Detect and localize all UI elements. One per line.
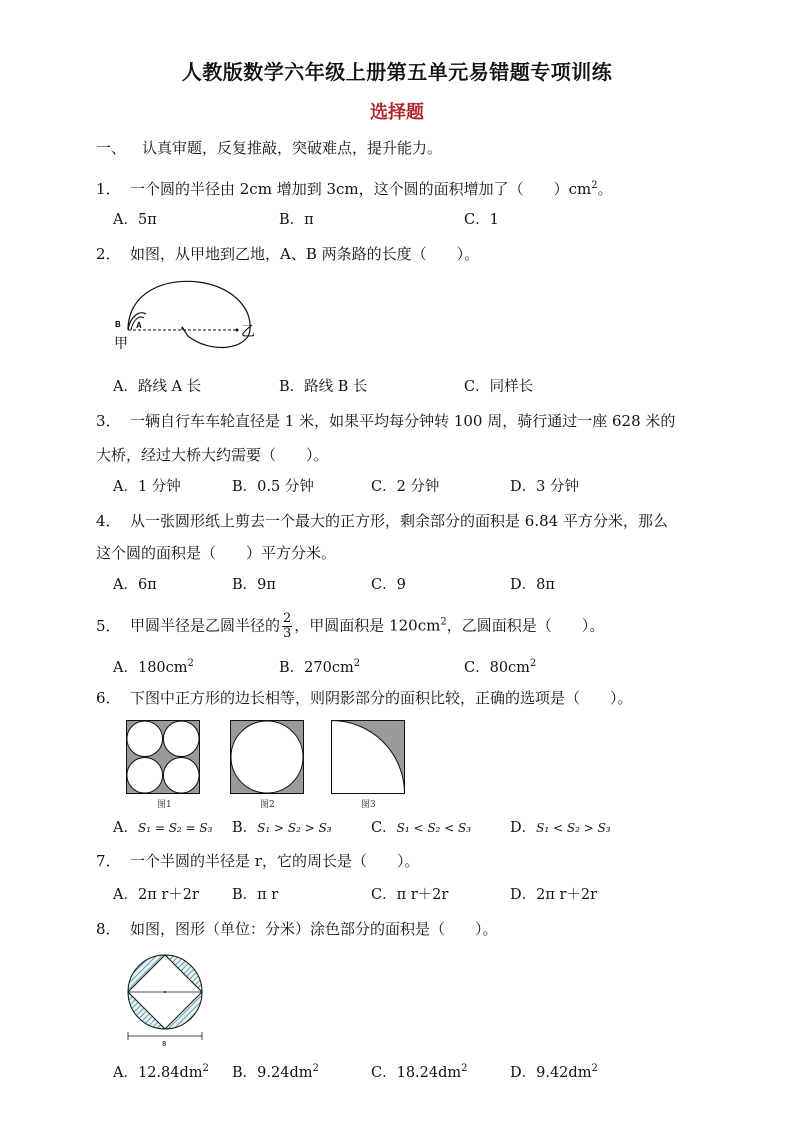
option-expression: S₁ < S₂ > S₃ [536,821,611,835]
option-text: D．9.42dm [510,1064,592,1081]
option-text: A．180cm [113,659,188,676]
superscript: 2 [529,658,537,669]
label-start: 甲 [114,336,128,352]
superscript: 2 [461,1063,468,1074]
section-subtitle: 选择题 [370,102,424,123]
q1-option-b[interactable]: B．π [279,212,314,228]
option-label: B． [232,820,258,836]
end-point [236,329,239,332]
option-text: B．270cm [279,659,354,676]
q7-option-a[interactable]: A．2π r＋2r [113,887,199,903]
q5-option-b[interactable] [279,654,360,678]
question-text: 一个圆的半径由 2cm 增加到 3cm，这个圆的面积增加了（ ）cm [130,180,592,198]
q4-option-a[interactable]: A．6π [113,577,157,593]
option-text: B．9.24dm [232,1064,313,1081]
question-4 [96,511,668,531]
question-text: 从一张圆形纸上剪去一个最大的正方形，剩余部分的面积是 6.84 平方分米，那么 [130,512,668,530]
option-label: A． [113,820,138,836]
q2-option-c[interactable]: C．同样长 [464,379,534,395]
question-number: 4． [96,512,121,530]
section-text: 认真审题，反复推敲，突破难点，提升能力。 [142,139,443,157]
section-instruction [96,138,442,158]
q6-option-b[interactable] [232,818,332,838]
question-3-line2: 大桥，经过大桥大约需要（ ）。 [96,446,329,464]
q7-option-b[interactable]: B．π r [232,887,279,903]
q8-option-b[interactable] [232,1059,319,1083]
section-number: 一、 [96,139,127,157]
question-text: 甲圆半径是乙圆半径的 [130,616,281,635]
q6-option-a[interactable] [113,818,212,838]
question-text: 如图，图形（单位：分米）涂色部分的面积是（ ）。 [130,920,498,938]
question-6 [96,688,633,708]
question-text-c: ，乙圆面积是（ ）。 [446,616,605,635]
q8-option-c[interactable] [371,1059,468,1083]
q3-option-c[interactable]: C．2 分钟 [371,479,440,495]
q6-option-d[interactable] [510,818,611,838]
question-number: 7． [96,852,121,870]
superscript: 2 [591,180,598,191]
option-text: C．80cm [464,659,530,676]
page-title: 人教版数学六年级上册第五单元易错题专项训练 [181,60,613,84]
superscript: 2 [440,616,447,628]
q6-option-c[interactable] [371,818,471,838]
question-text: 一个半圆的半径是 r，它的周长是（ ）。 [130,852,420,870]
superscript: 2 [202,1063,209,1074]
question-text-b: ，甲圆面积是 120cm [294,616,441,635]
label-a: A [136,321,142,330]
q2-option-a[interactable]: A．路线 A 长 [113,379,202,395]
option-text: A．12.84dm [113,1064,203,1081]
q5-option-a[interactable] [113,654,194,678]
circle-square-diagram [122,950,210,1050]
q8-option-d[interactable] [510,1059,598,1083]
question-text-end: 。 [597,180,613,198]
question-5 [96,612,604,641]
superscript: 2 [591,1063,598,1074]
superscript: 2 [353,658,361,669]
q3-option-b[interactable]: B．0.5 分钟 [232,479,314,495]
route-b-path [128,281,250,347]
question-2 [96,244,479,264]
q3-option-a[interactable]: A．1 分钟 [113,479,181,495]
question-number: 1． [96,180,121,198]
q5-option-c[interactable] [464,654,536,678]
figure-3-caption: 图3 [361,800,376,810]
q4-option-b[interactable]: B．9π [232,577,276,593]
figure-2-one-circle [230,720,304,794]
question-3 [96,411,675,431]
dimension-label: 8 [162,1040,167,1048]
question-8 [96,919,498,939]
q7-option-c[interactable]: C．π r＋2r [371,887,449,903]
question-text: 如图，从甲地到乙地，A、B 两条路的长度（ ）。 [130,245,480,263]
question-1 [96,176,613,199]
label-end: 乙 [241,324,255,340]
q1-option-c[interactable]: C．1 [464,212,499,228]
q8-option-a[interactable] [113,1059,209,1083]
question-number: 8． [96,920,121,938]
figure-3-quarter-circle [331,720,405,794]
option-expression: S₁ < S₂ < S₃ [396,821,472,835]
fraction-numerator: 2 [283,611,292,626]
option-label: C． [371,820,397,836]
figure-1-caption: 图1 [157,800,172,810]
label-b: B [115,320,121,329]
route-diagram [110,272,260,352]
option-label: D． [510,820,537,836]
question-text: 一辆自行车车轮直径是 1 米，如果平均每分钟转 100 周，骑行通过一座 628 米的 [130,412,676,430]
figure-2-caption: 图2 [260,800,275,810]
question-number: 6． [96,689,121,707]
question-text: 下图中正方形的边长相等，则阴影部分的面积比较，正确的选项是（ ）。 [130,689,633,707]
question-4-line2: 这个圆的面积是（ ）平方分米。 [96,544,337,562]
superscript: 2 [312,1063,319,1074]
q3-option-d[interactable]: D．3 分钟 [510,479,579,495]
option-text: C．18.24dm [371,1064,462,1081]
option-expression: S₁ = S₂ = S₃ [137,821,213,835]
option-expression: S₁ > S₂ > S₃ [257,821,332,835]
question-7 [96,851,419,871]
fraction [282,612,292,641]
q4-option-c[interactable]: C．9 [371,577,406,593]
superscript: 2 [187,658,194,669]
figure-1-four-circles [126,720,200,794]
q2-option-b[interactable]: B．路线 B 长 [279,379,368,395]
question-number: 2． [96,245,121,263]
q7-option-d[interactable]: D．2π r＋2r [510,887,598,903]
question-number: 5． [96,616,121,635]
question-number: 3． [96,412,121,430]
q1-option-a[interactable]: A．5π [113,212,157,228]
q4-option-d[interactable]: D．8π [510,577,555,593]
fraction-denominator: 3 [283,626,292,641]
